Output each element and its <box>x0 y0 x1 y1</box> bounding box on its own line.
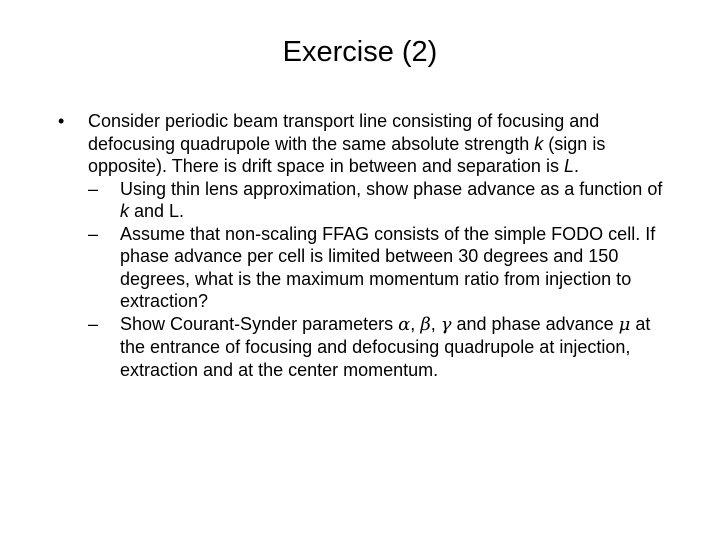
main-bullet-item <box>58 110 668 178</box>
sub-item-phase-advance <box>88 178 668 223</box>
beta-symbol: β <box>420 313 431 335</box>
sub-item-courant-snyder <box>88 313 668 382</box>
slide-body <box>58 110 668 381</box>
sub-item-momentum-ratio <box>88 223 668 313</box>
dash-icon: – <box>88 313 99 334</box>
gamma-symbol: γ <box>440 313 452 335</box>
dash-icon: – <box>88 178 99 199</box>
bullet-icon: • <box>58 111 65 131</box>
sub3-separator-1: , <box>410 313 421 334</box>
sub3-text-part-c: at the entrance of focusing and defocusing quadrupole at injection, extraction and at the center momentum. <box>120 313 651 380</box>
dash-icon: – <box>88 223 99 244</box>
k-variable: k <box>534 133 544 154</box>
L-variable: L <box>563 156 574 176</box>
sub3-separator-2: , <box>430 313 441 334</box>
sub2-text: Assume that non-scaling FFAG consists of the simple FODO cell. If phase advance per cell is limited between 30 degrees and 150 degrees, what is the maximum momentum ratio from injection to extraction? <box>120 223 656 311</box>
slide-title: Exercise (2) <box>282 36 438 68</box>
k-variable: k <box>120 201 129 221</box>
main-text-part-b: (sign is opposite). There is drift space in between and separation is <box>88 133 606 176</box>
sub3-text-part-b: and phase advance <box>451 313 619 334</box>
alpha-symbol: α <box>398 313 411 335</box>
mu-symbol: μ <box>618 313 631 335</box>
sub3-text-part-a: Show Courant-Synder parameters <box>120 313 399 334</box>
sub1-text-part-b: and L. <box>129 201 185 221</box>
main-text-part-c: . <box>573 156 579 176</box>
sub-list <box>58 178 668 382</box>
main-text-part-a: Consider periodic beam transport line consisting of focusing and defocusing quadrupole with the same absolute strength <box>88 111 600 154</box>
sub1-text-part-a: Using thin lens approximation, show phase advance as a function of <box>120 178 663 199</box>
